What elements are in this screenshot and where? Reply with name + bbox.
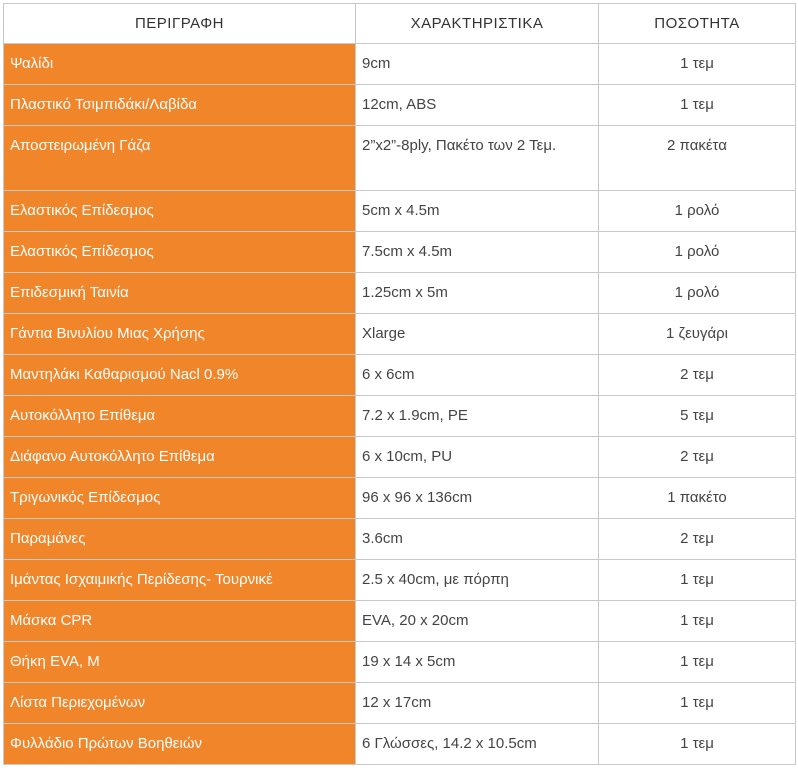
table-row bbox=[4, 396, 796, 437]
item-specification: 5cm x 4.5m bbox=[356, 191, 599, 232]
header-quantity: ΠΟΣΟΤΗΤΑ bbox=[599, 4, 796, 44]
table-row bbox=[4, 601, 796, 642]
table-row bbox=[4, 478, 796, 519]
table-header-row bbox=[4, 4, 796, 44]
item-quantity: 1 τεμ bbox=[599, 642, 796, 683]
item-specification: 6 x 6cm bbox=[356, 355, 599, 396]
table-row bbox=[4, 519, 796, 560]
item-description: Ψαλίδι bbox=[4, 44, 356, 85]
table-row bbox=[4, 232, 796, 273]
item-description: Γάντια Βινυλίου Μιας Χρήσης bbox=[4, 314, 356, 355]
item-specification: Xlarge bbox=[356, 314, 599, 355]
item-specification: 1.25cm x 5m bbox=[356, 273, 599, 314]
item-quantity: 2 τεμ bbox=[599, 355, 796, 396]
item-quantity: 1 ρολό bbox=[599, 232, 796, 273]
item-quantity: 1 πακέτο bbox=[599, 478, 796, 519]
header-specifications: ΧΑΡΑΚΤΗΡΙΣΤΙΚΑ bbox=[356, 4, 599, 44]
item-quantity: 1 ρολό bbox=[599, 191, 796, 232]
item-specification: 2”x2”-8ply, Πακέτο των 2 Τεμ. bbox=[356, 126, 599, 191]
item-quantity: 1 ζευγάρι bbox=[599, 314, 796, 355]
item-quantity: 2 τεμ bbox=[599, 437, 796, 478]
item-specification: 12cm, ABS bbox=[356, 85, 599, 126]
item-description: Αυτοκόλλητο Επίθεμα bbox=[4, 396, 356, 437]
item-quantity: 1 τεμ bbox=[599, 683, 796, 724]
item-description: Παραμάνες bbox=[4, 519, 356, 560]
item-description: Λίστα Περιεχομένων bbox=[4, 683, 356, 724]
item-quantity: 2 πακέτα bbox=[599, 126, 796, 191]
item-description: Μάσκα CPR bbox=[4, 601, 356, 642]
item-quantity: 5 τεμ bbox=[599, 396, 796, 437]
table-row bbox=[4, 85, 796, 126]
item-specification: 2.5 x 40cm, με πόρπη bbox=[356, 560, 599, 601]
item-specification: 7.5cm x 4.5m bbox=[356, 232, 599, 273]
item-description: Θήκη EVA, M bbox=[4, 642, 356, 683]
item-description: Αποστειρωμένη Γάζα bbox=[4, 126, 356, 191]
item-specification: 12 x 17cm bbox=[356, 683, 599, 724]
item-description: Διάφανο Αυτοκόλλητο Επίθεμα bbox=[4, 437, 356, 478]
item-specification: 19 x 14 x 5cm bbox=[356, 642, 599, 683]
table-row bbox=[4, 724, 796, 765]
item-specification: 3.6cm bbox=[356, 519, 599, 560]
item-quantity: 1 τεμ bbox=[599, 560, 796, 601]
table-row bbox=[4, 126, 796, 191]
item-quantity: 1 τεμ bbox=[599, 724, 796, 765]
item-specification: 7.2 x 1.9cm, PE bbox=[356, 396, 599, 437]
item-specification: 6 Γλώσσες, 14.2 x 10.5cm bbox=[356, 724, 599, 765]
table-body bbox=[4, 44, 796, 765]
table-row bbox=[4, 683, 796, 724]
item-quantity: 1 τεμ bbox=[599, 85, 796, 126]
item-description: Ιμάντας Ισχαιμικής Περίδεσης- Τουρνικέ bbox=[4, 560, 356, 601]
item-specification: 9cm bbox=[356, 44, 599, 85]
table-row bbox=[4, 273, 796, 314]
header-description: ΠΕΡΙΓΡΑΦΗ bbox=[4, 4, 356, 44]
contents-table bbox=[3, 3, 796, 765]
table-row bbox=[4, 437, 796, 478]
table-row bbox=[4, 560, 796, 601]
item-specification: 6 x 10cm, PU bbox=[356, 437, 599, 478]
item-specification: EVA, 20 x 20cm bbox=[356, 601, 599, 642]
table-row bbox=[4, 191, 796, 232]
table-row bbox=[4, 314, 796, 355]
item-description: Τριγωνικός Επίδεσμος bbox=[4, 478, 356, 519]
table-row bbox=[4, 355, 796, 396]
item-description: Πλαστικό Τσιμπιδάκι/Λαβίδα bbox=[4, 85, 356, 126]
item-quantity: 2 τεμ bbox=[599, 519, 796, 560]
table-row bbox=[4, 642, 796, 683]
item-specification: 96 x 96 x 136cm bbox=[356, 478, 599, 519]
item-description: Φυλλάδιο Πρώτων Βοηθειών bbox=[4, 724, 356, 765]
item-description: Ελαστικός Επίδεσμος bbox=[4, 191, 356, 232]
item-description: Ελαστικός Επίδεσμος bbox=[4, 232, 356, 273]
item-description: Επιδεσμική Ταινία bbox=[4, 273, 356, 314]
item-description: Μαντηλάκι Καθαρισμού Nacl 0.9% bbox=[4, 355, 356, 396]
table-row bbox=[4, 44, 796, 85]
item-quantity: 1 ρολό bbox=[599, 273, 796, 314]
item-quantity: 1 τεμ bbox=[599, 601, 796, 642]
item-quantity: 1 τεμ bbox=[599, 44, 796, 85]
